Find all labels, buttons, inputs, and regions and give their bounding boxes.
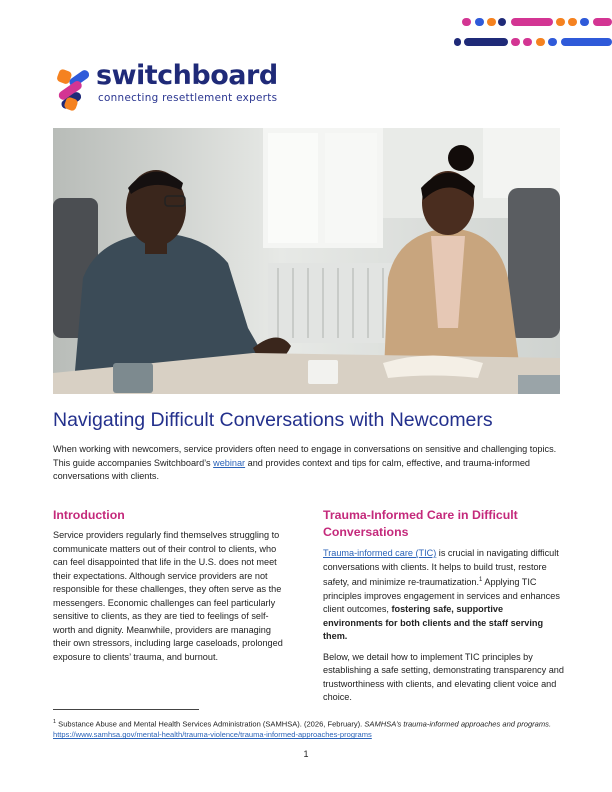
footnote (53, 717, 563, 741)
logo-wordmark: switchboard (96, 60, 278, 91)
tic-paragraph-2: Below, we detail how to implement TIC principles by establishing a safe setting, demonstrating transparency and trustworthiness with clients, and elevating client voice and choice. (323, 651, 564, 703)
intro-paragraph (53, 443, 560, 484)
footnote-mark: 1 (53, 719, 57, 725)
switchboard-logo (54, 60, 278, 112)
switchboard-mark-icon (54, 66, 94, 112)
tic-paragraph-1 (323, 547, 565, 644)
webinar-link[interactable]: webinar (213, 457, 246, 468)
logo-tagline: connecting resettlement experts (98, 92, 278, 104)
footnote-text: Substance Abuse and Mental Health Services Administration (SAMHSA). (2026, February). (56, 719, 365, 729)
tic-bold-text: fostering safe, supportive environments for both clients and the staff serving them. (323, 604, 544, 642)
footnote-ref: 1 (479, 577, 483, 583)
footnote-title: SAMHSA’s trauma-informed approaches and programs. (364, 719, 552, 729)
meeting-photo (53, 128, 560, 394)
intro-text-before: When working with newcomers, service providers often need to engage in conversations on sensitive and challenging topics. This guide accompanies Switchboard’s (53, 444, 557, 468)
introduction-section (53, 507, 287, 664)
tic-link[interactable]: Trauma-informed care (TIC) (323, 548, 437, 558)
introduction-heading: Introduction (53, 508, 125, 522)
tic-text-2: Applying TIC principles improves engagement in services and enhances client outcomes, (323, 577, 560, 615)
tic-heading: Trauma-Informed Care in Difficult Conversations (323, 508, 518, 539)
page-title: Navigating Difficult Conversations with Newcomers (53, 409, 493, 431)
page-number: 1 (303, 749, 309, 759)
intro-text-after: and provides context and tips for calm, effective, and trauma-informed conversations with clients. (53, 457, 530, 482)
tic-section (323, 507, 565, 705)
introduction-body: Service providers regularly find themselves struggling to communicate matters out of their control to clients, who can feel disappointed that life in the U.S. does not meet their expectations. Although service providers are not responsible for these challenges, they often serve as the messengers. Economic challenges can feel particularly sensitive to clients, as they are tied to feelings of self-worth and dignity. Meanwhile, providers are managing their own stressors, including large caseloads, prolonged exposure to clients’ trauma, and burnout. (53, 530, 283, 662)
tic-text-1: is crucial in navigating difficult conversations with clients. It helps to build trust, restore safety, and minimize re-traumatization. (323, 548, 559, 588)
footnote-divider (53, 709, 199, 710)
footnote-url-link[interactable]: https://www.samhsa.gov/mental-health/trauma-violence/trauma-informed-approaches-programs (53, 730, 372, 740)
